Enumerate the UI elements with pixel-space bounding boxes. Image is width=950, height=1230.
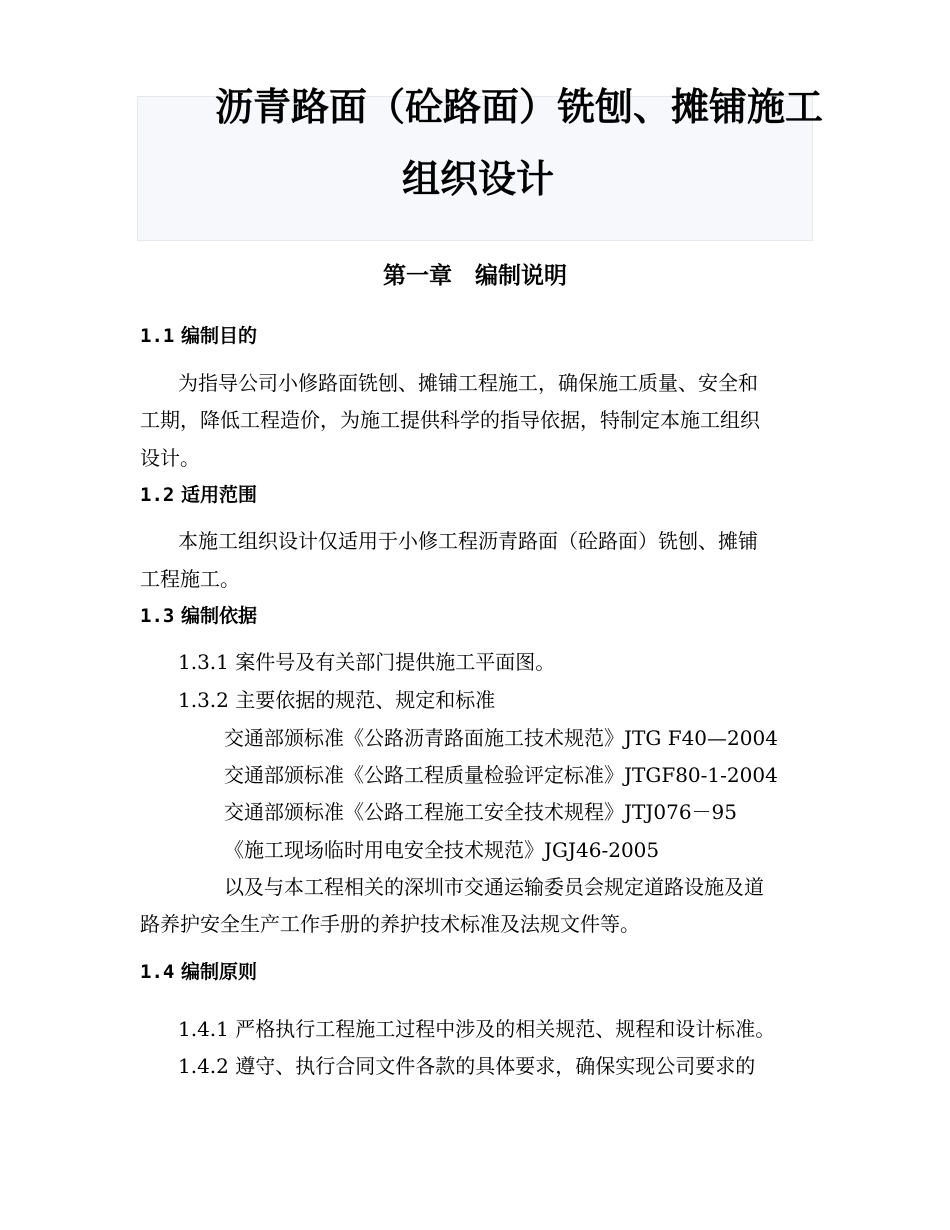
paragraph-line: 以及与本工程相关的深圳市交通运输委员会规定道路设施及道 [224,875,764,899]
section-label: 编制原则 [180,961,257,983]
list-item: 1.3.2 主要依据的规范、规定和标准 [178,688,496,712]
document-title-line-2: 组织设计 [402,157,555,201]
paragraph-line: 设计。 [140,446,200,470]
section-label: 适用范围 [180,484,257,506]
list-item: 1.4.2 遵守、执行合同文件各款的具体要求，确保实现公司要求的 [178,1054,756,1078]
section-number: 1.3 [140,605,175,627]
list-item: 1.4.1 严格执行工程施工过程中涉及的相关规范、规程和设计标准。 [178,1017,776,1041]
section-number: 1.2 [140,484,175,506]
document-title-line-1: 沥青路面（砼路面）铣刨、摊铺施工 [215,85,824,129]
chapter-heading: 第一章 编制说明 [383,263,567,289]
standard-reference: 交通部颁标准《公路工程施工安全技术规程》JTJ076－95 [224,800,737,824]
paragraph-line: 本施工组织设计仅适用于小修工程沥青路面（砼路面）铣刨、摊铺 [178,529,758,553]
paragraph-line: 工期，降低工程造价，为施工提供科学的指导依据，特制定本施工组织 [140,408,760,432]
section-heading-1-2 [140,486,257,505]
section-number: 1.4 [140,961,175,983]
section-heading-1-3 [140,607,257,626]
standard-reference: 交通部颁标准《公路沥青路面施工技术规范》JTG F40—2004 [224,726,778,750]
standard-reference: 交通部颁标准《公路工程质量检验评定标准》JTGF80-1-2004 [224,763,778,787]
list-item: 1.3.1 案件号及有关部门提供施工平面图。 [178,650,556,674]
section-number: 1.1 [140,325,175,347]
section-label: 编制目的 [180,325,257,347]
paragraph-line: 路养护安全生产工作手册的养护技术标准及法规文件等。 [140,912,640,936]
paragraph-line: 为指导公司小修路面铣刨、摊铺工程施工，确保施工质量、安全和 [178,371,758,395]
section-label: 编制依据 [180,605,257,627]
section-heading-1-1 [140,327,257,346]
section-heading-1-4 [140,963,257,982]
standard-reference: 《施工现场临时用电安全技术规范》JGJ46-2005 [224,838,660,862]
paragraph-line: 工程施工。 [140,567,240,591]
